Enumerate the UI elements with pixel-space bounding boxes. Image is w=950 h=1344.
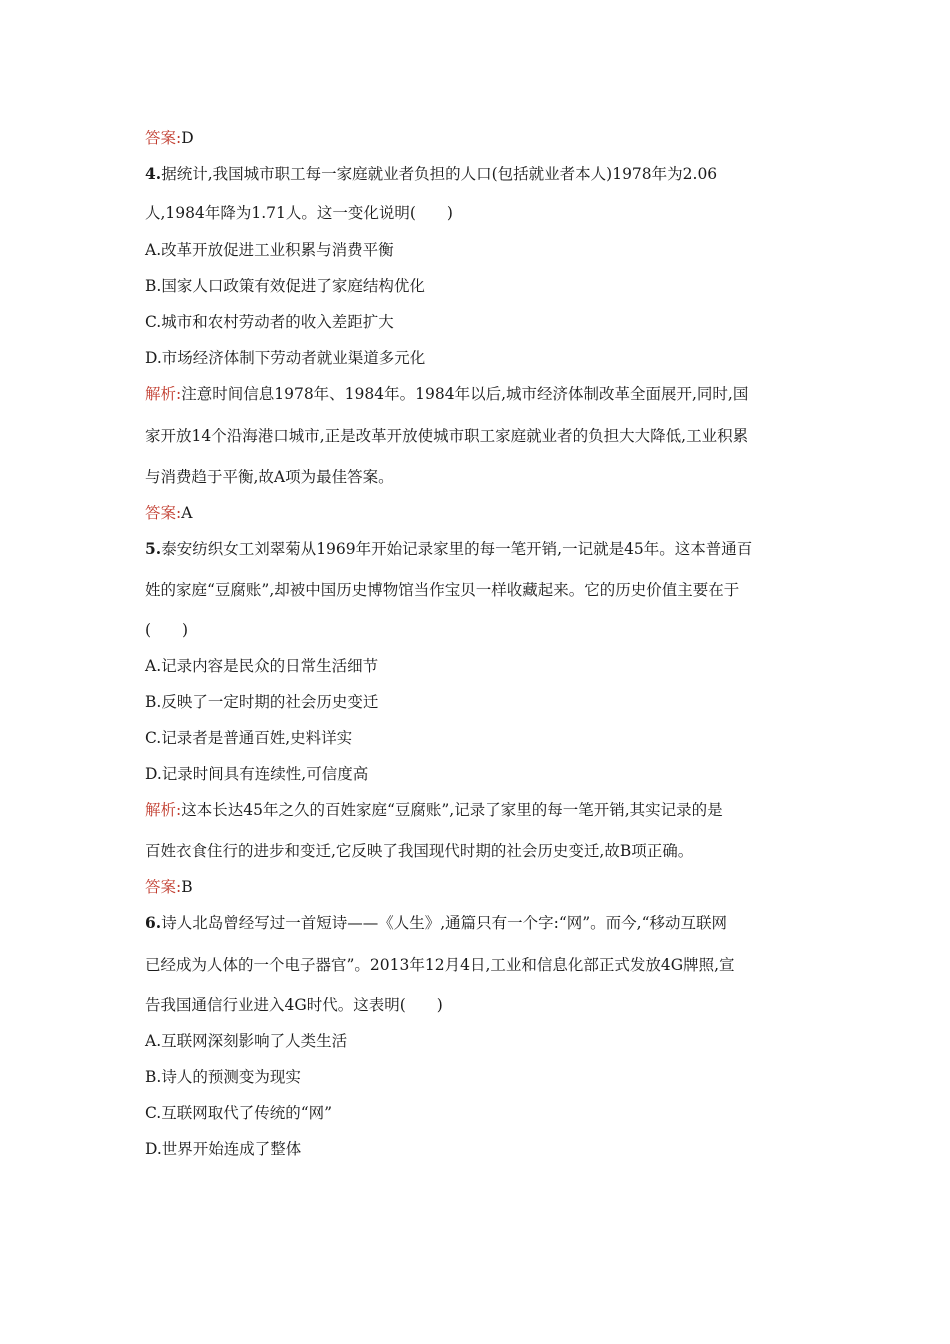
q4-option-d: D.市场经济体制下劳动者就业渠道多元化 <box>145 349 426 367</box>
q6-stem-line-3: 告我国通信行业进入4G时代。这表明( ) <box>145 996 443 1014</box>
q4-number: 4. <box>145 164 162 183</box>
q6-stem-line-1 <box>145 913 815 933</box>
q5-analysis-line-2: 百姓衣食住行的进步和变迁,它反映了我国现代时期的社会历史变迁,故B项正确。 <box>145 842 694 860</box>
q4-analysis-text-1: 注意时间信息1978年、1984年。1984年以后,城市经济体制改革全面展开,同时,国 <box>181 385 749 403</box>
q5-text-1: 泰安纺织女工刘翠菊从1969年开始记录家里的每一笔开销,一记就是45年。这本普通百 <box>161 540 753 558</box>
q6-option-a: A.互联网深刻影响了人类生活 <box>145 1032 348 1050</box>
q5-option-d: D.记录时间具有连续性,可信度高 <box>145 765 369 783</box>
q5-option-c: C.记录者是普通百姓,史料详实 <box>145 729 353 747</box>
q6-stem-line-2: 已经成为人体的一个电子器官”。2013年12月4日,工业和信息化部正式发放4G牌照,宣 <box>145 956 735 974</box>
q4-stem-line-1 <box>145 164 815 184</box>
q4-analysis-line-3: 与消费趋于平衡,故A项为最佳答案。 <box>145 468 394 486</box>
q5-stem-line-3: ( ) <box>145 621 189 639</box>
q5-option-a: A.记录内容是民众的日常生活细节 <box>145 657 379 675</box>
answer-value: A <box>181 504 193 522</box>
q6-option-c: C.互联网取代了传统的“网” <box>145 1104 333 1122</box>
answer-value: B <box>181 878 193 896</box>
q5-analysis-line-1 <box>145 800 815 820</box>
analysis-label: 解析: <box>145 801 182 819</box>
q5-analysis-text-1: 这本长达45年之久的百姓家庭“豆腐账”,记录了家里的每一笔开销,其实记录的是 <box>181 801 723 819</box>
q4-analysis-line-2: 家开放14个沿海港口城市,正是改革开放使城市职工家庭就业者的负担大大降低,工业积累 <box>145 427 749 445</box>
q6-option-b: B.诗人的预测变为现实 <box>145 1068 301 1086</box>
q6-text-1: 诗人北岛曾经写过一首短诗——《人生》,通篇只有一个字:“网”。而今,“移动互联网 <box>161 914 728 932</box>
analysis-label: 解析: <box>145 385 182 403</box>
answer-value: D <box>181 129 194 147</box>
q4-text-1: 据统计,我国城市职工每一家庭就业者负担的人口(包括就业者本人)1978年为2.06 <box>161 165 718 183</box>
q6-number: 6. <box>145 913 162 932</box>
q5-option-b: B.反映了一定时期的社会历史变迁 <box>145 693 379 711</box>
answer-line-q3 <box>145 128 815 148</box>
q4-option-a: A.改革开放促进工业积累与消费平衡 <box>145 241 394 259</box>
answer-label: 答案: <box>145 129 182 147</box>
q4-option-c: C.城市和农村劳动者的收入差距扩大 <box>145 313 394 331</box>
answer-line-q5 <box>145 877 815 897</box>
answer-line-q4 <box>145 503 815 523</box>
answer-label: 答案: <box>145 878 182 896</box>
answer-label: 答案: <box>145 504 182 522</box>
q4-analysis-line-1 <box>145 384 815 404</box>
q4-stem-line-2: 人,1984年降为1.71人。这一变化说明( ) <box>145 204 453 222</box>
q5-stem-line-1 <box>145 539 815 559</box>
q5-stem-line-2: 姓的家庭“豆腐账”,却被中国历史博物馆当作宝贝一样收藏起来。它的历史价值主要在于 <box>145 581 740 599</box>
q4-option-b: B.国家人口政策有效促进了家庭结构优化 <box>145 277 425 295</box>
q5-number: 5. <box>145 539 162 558</box>
q6-option-d: D.世界开始连成了整体 <box>145 1140 302 1158</box>
